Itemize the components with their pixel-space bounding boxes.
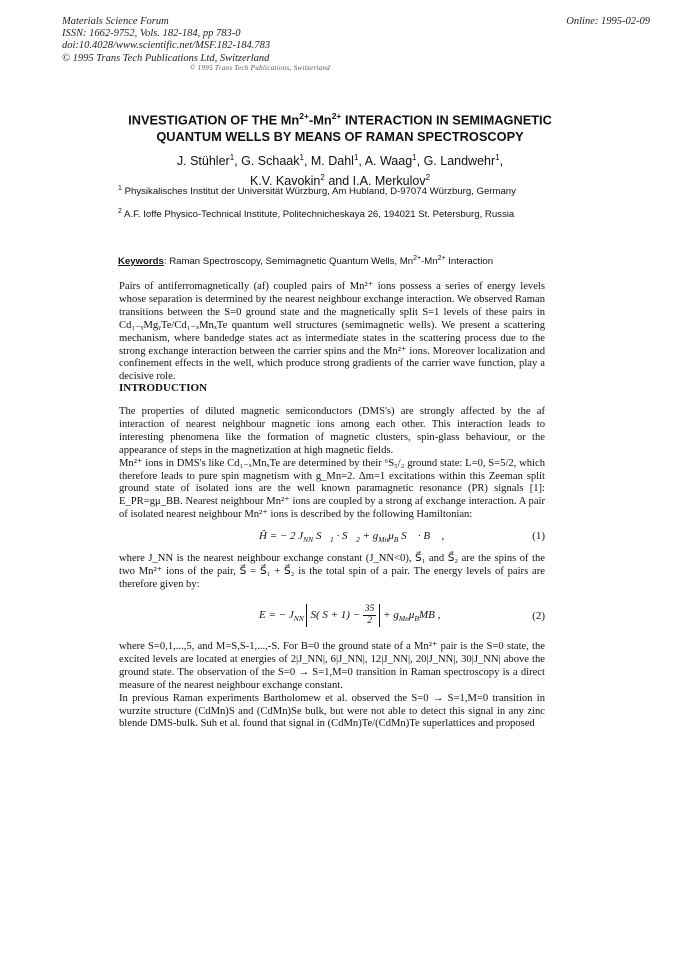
- title-line-2: QUANTUM WELLS BY MEANS OF RAMAN SPECTROSCOPY: [156, 128, 524, 144]
- intro-paragraph-1: The properties of diluted magnetic semiconductors (DMS's) are strongly affected by the af interaction of nearest neighbour magnetic ions among each other. This interaction leads to interesting phenomena like the formation of magnetic clusters, spin-glass behaviour, or the appearance of steps in the magnetization at high magnetic fields. Mn²⁺ ions in DMS's like Cd₁₋ₓMnₓTe are determined by their ⁶S₅/₂ ground state: L=0, S=5/2, which therefore leads to pure spin magnetism with g_Mn=2. Δm=1 excitations within this Zeeman split ground state of isolated ions are the well known paramagnetic resonance (PR) signals [1]: E_PR=gμ_BB. Nearest neighbour Mn²⁺ ions are coupled by a strong af exchange interaction. A pair of isolated nearest neighbour Mn²⁺ ions is described by the following Hamiltonian:: [119, 406, 545, 521]
- copyright-line: © 1995 Trans Tech Publications Ltd, Switzerland: [62, 52, 270, 64]
- affiliation-1: $^1$ Physikalisches Institut der Universität Würzburg, Am Hubland, D-97074 Würzburg, Germany: [118, 185, 516, 198]
- intro-paragraph-4: where S=0,1,...,5, and M=S,S-1,...,-S. For B=0 the ground state of a Mn²⁺ pair is the S=0 state, the excited levels are located at energies of 2|J_NN|, 6|J_NN|, 12|J_NN|, 20|J_NN|, 30|J_NN| above the ground state. The observation of the S=0 → S=1,M=0 transition in Raman spectroscopy is a direct measure of the nearest neighbour exchange constant. In previous Raman experiments Bartholomew et al. observed the S=0 → S=1,M=0 transition in wurzite structure (CdMn)S and (CdMn)Se bulk, but were not able to detect this signal in any zinc blende DMS-bulk. Suh et al. found that signal in (CdMn)Te/(CdMn)Te superlattices and proposed: [119, 641, 545, 730]
- section-heading-introduction: INTRODUCTION: [119, 382, 208, 394]
- scan-ghost-text: © 1995 Trans Tech Publications, Switzerland: [190, 64, 331, 72]
- equation-2-number: (2): [532, 610, 545, 622]
- keywords: Keywords: Raman Spectroscopy, Semimagnetic Quantum Wells, $Mn^{2+}-Mn^{2+}$ Interaction: [118, 255, 494, 268]
- title-line-1: INVESTIGATION OF THE $Mn^{2+}-Mn^{2+}$ INTERACTION IN SEMIMAGNETIC: [128, 111, 552, 128]
- journal-header: [62, 16, 270, 65]
- keywords-label: Keywords: [118, 256, 164, 268]
- intro-paragraph-2: Mn²⁺ ions in DMS's like Cd₁₋ₓMnₓTe are determined by their ⁶S₅/₂ ground state: L=0, S=5/2, which therefore leads to pure spin magnetism with g_Mn=2. Δm=1 excitations within this Zeeman split ground state of isolated ions are the well known paramagnetic resonance (PR) signals [1]: E_PR=gμ_BB. Nearest neighbour Mn²⁺ ions are coupled by a strong af exchange interaction. A pair of isolated nearest neighbour Mn²⁺ ions is described by the following Hamiltonian:: [119, 457, 545, 521]
- affiliation-2: $^2$ A.F. Ioffe Physico-Technical Institute, Politechnicheskaya 26, 194021 St. Petersburg, Russia: [118, 208, 515, 221]
- equation-2: [119, 604, 545, 634]
- journal-name: Materials Science Forum: [62, 16, 169, 27]
- equation-2-body: E = − $J_{NN}$ S( S + 1) − $\frac{35}{2}$ + $g_{Mn}\mu_BMB$ ,: [259, 604, 441, 626]
- online-date: Online: 1995-02-09: [566, 16, 650, 27]
- abstract-text: Pairs of antiferromagnetically (af) coupled pairs of Mn²⁺ ions possess a series of energy levels whose separation is determined by the nearest neighbour exchange interaction. We observed Raman transitions between the S=0 ground state and the magnetically split S=1 levels of these pairs in Cd₁₋ᵧMgᵧTe/Cd₁₋ₓMnₓTe quantum well structures (semimagnetic wells). We present a scattering mechanism, where bandedge states act as intermediate states in the scattering process due to the strong exchange interaction between the carrier spins and the Mn²⁺ ions. Moreover localization and confinement effects in the well, which produce strong gradients of the carrier wave function, play a decisive role.: [119, 281, 545, 383]
- paper-title: [40, 108, 640, 145]
- abstract: [119, 281, 545, 384]
- equation-1: [119, 530, 545, 548]
- intro-paragraph-3: where J_NN is the nearest neighbour exchange constant (J_NN<0), S⃗₁ and S⃗₂ are the spins of the two Mn²⁺ ions of the pair, S⃗ = S⃗₁ + S⃗₂ is the total spin of a pair. The energy levels of pairs are therefore given by:: [119, 553, 545, 590]
- equation-1-number: (1): [532, 530, 545, 542]
- intro-paragraph-5: In previous Raman experiments Bartholomew et al. observed the S=0 → S=1,M=0 transition in wurzite structure (CdMn)S and (CdMn)Se bulk, but were not able to detect this signal in any zinc blende DMS-bulk. Suh et al. found that signal in (CdMn)Te/(CdMn)Te superlattices and proposed: [119, 692, 545, 730]
- equation-1-body: Ĥ = − 2 $J_{NN}$ $S⃗_1$ · $S⃗_2 + g_{Mn}\mu_B$ S⃗ · B⃗ ,: [259, 530, 445, 545]
- issn-line: ISSN: 1662-9752, Vols. 182-184, pp 783-0: [62, 28, 241, 40]
- author-list: J. Stühler$^1$, G. Schaak$^1$, M. Dahl$^1$, A. Waag$^1$, G. Landwehr$^1$, K.V. Kavokin$^2$ and I.A. Merkulov$^2$: [176, 153, 504, 188]
- doi-line[interactable]: doi:10.4028/www.scientific.net/MSF.182-184.783: [62, 40, 271, 52]
